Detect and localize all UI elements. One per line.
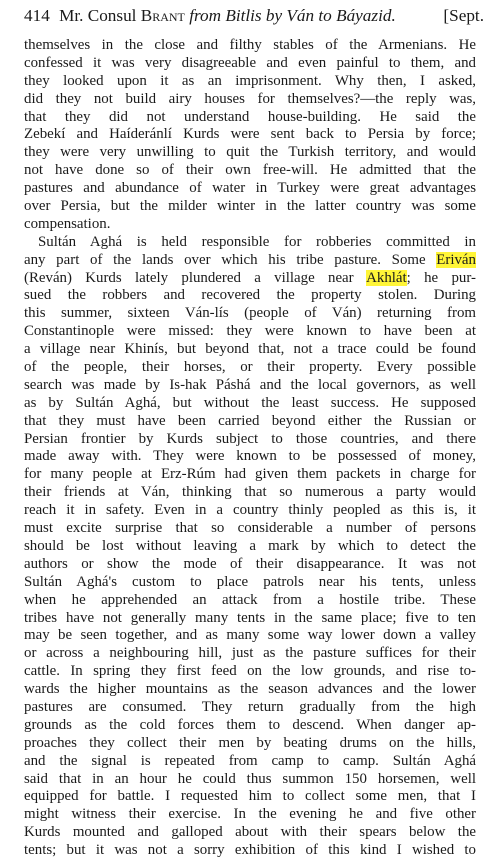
text-line: grounds as the cold forces them to descend. When danger ap- <box>24 716 476 733</box>
text-line: may be seen together, and as many some way lower down a valley <box>24 627 476 644</box>
text-segment: ; he pur- <box>406 269 476 286</box>
text-line: as by Sultán Aghá, but without the least success. He supposed <box>24 394 476 411</box>
running-header <box>24 5 484 27</box>
text-line: that they did not understand house-building. He said the <box>24 108 476 125</box>
text-line-with-highlight <box>24 270 476 288</box>
text-line: their friends at Ván, thinking that so numerous a party would <box>24 484 476 501</box>
text-line: Constantinople were missed: they were known to have been at <box>24 323 476 340</box>
text-line: not have done so of their own free-will. He admitted that the <box>24 162 476 179</box>
text-segment: any part of the lands over which his tribe pasture. Some <box>24 251 426 268</box>
text-line: must excite surprise that so considerable a number of persons <box>24 520 476 537</box>
text-line: over Persia, but the milder winter in the latter country was some <box>24 198 476 215</box>
text-line: said that in an hour he could thus summon 150 horsemen, well <box>24 770 476 787</box>
text-line: when he apprehended an attack from a hostile tribe. These <box>24 591 476 608</box>
text-line: tents; but it was not a sorry exhibition of this kind I wished to <box>24 842 476 859</box>
author-name: Brant <box>140 6 185 25</box>
text-line: Sultán Aghá is held responsible for robberies committed in <box>38 233 476 250</box>
text-line: or across a neighbouring hill, just as the pasture suffices for their <box>24 645 476 662</box>
text-line: this summer, sixteen Ván-lís (people of Ván) returning from <box>24 305 476 322</box>
header-date: [Sept. <box>443 6 484 25</box>
text-line: tribes have not generally many tents in the same place; five to ten <box>24 609 476 626</box>
text-line: Zebekí and Haíderánlí Kurds were sent back to Persia by force; <box>24 126 476 143</box>
text-segment: (Reván) Kurds lately plundered a village near <box>24 269 354 286</box>
text-line: for many people at Erz-Rúm had given them packets in charge for <box>24 466 476 483</box>
text-line: did they not build airy houses for themselves?—the reply was, <box>24 90 476 107</box>
text-line: proaches they collect their men by beating drums on the hills, <box>24 734 476 751</box>
text-line: of the people, their horses, or their property. Every possible <box>24 359 476 376</box>
text-line: compensation. <box>24 215 111 232</box>
text-line: authors or show the mode of their disappearance. It was not <box>24 555 476 572</box>
author-prefix: Mr. Consul <box>59 6 137 25</box>
text-line: Kurds mounted and galloped about with their spears below the <box>24 824 476 841</box>
page-body <box>24 37 476 860</box>
text-line: search was made by Is-hak Páshá and the local governors, as well <box>24 376 476 393</box>
text-line: they were very unwilling to quit the Turkish territory, and would <box>24 144 476 161</box>
highlighted-word-akhlat: Akhlát <box>366 269 407 286</box>
text-line: equipped for battle. I requested him to collect some men, that I <box>24 788 476 805</box>
text-line: made away with. They were known to be possessed of money, <box>24 448 476 465</box>
highlighted-word-erivan: Eriván <box>436 251 476 268</box>
text-line: a village near Khinís, but beyond that, not a trace could be found <box>24 341 476 358</box>
text-line: they looked upon it as an imprisonment. Why then, I asked, <box>24 72 476 89</box>
text-line: cattle. In spring they first feed on the low grounds, and rise to- <box>24 663 476 680</box>
text-line: Sultán Aghá's custom to place patrols near his tents, unless <box>24 573 476 590</box>
text-line: sued the robbers and recovered the property stolen. During <box>24 287 476 304</box>
text-line: reach it in safety. Even in a country thinly peopled as this is, it <box>24 502 476 519</box>
text-line: that they must have been carried beyond either the Russian or <box>24 412 476 429</box>
text-line: pastures and abundance of water in Turkey were great advantages <box>24 180 476 197</box>
text-line: should be lost without leaving a mark by which to detect the <box>24 537 476 554</box>
text-line: and the signal is repeated from camp to camp. Sultán Aghá <box>24 752 476 769</box>
text-line: confessed it was very disagreeable and even painful to them, and <box>24 54 476 71</box>
text-line: wards the higher mountains as the season advances and the lower <box>24 681 476 698</box>
text-line: themselves in the close and filthy stables of the Armenians. He <box>24 37 476 53</box>
text-line: pastures are consumed. They return gradually from the high <box>24 698 476 715</box>
chapter-title: from Bitlis by Ván to Báyazid. <box>189 6 396 25</box>
text-line: might witness their exercise. In the evening he and five other <box>24 806 476 823</box>
text-line: Persian frontier by Kurds subject to those countries, and there <box>24 430 476 447</box>
text-line-with-highlight <box>24 252 476 270</box>
page-number: 414 <box>24 6 50 25</box>
